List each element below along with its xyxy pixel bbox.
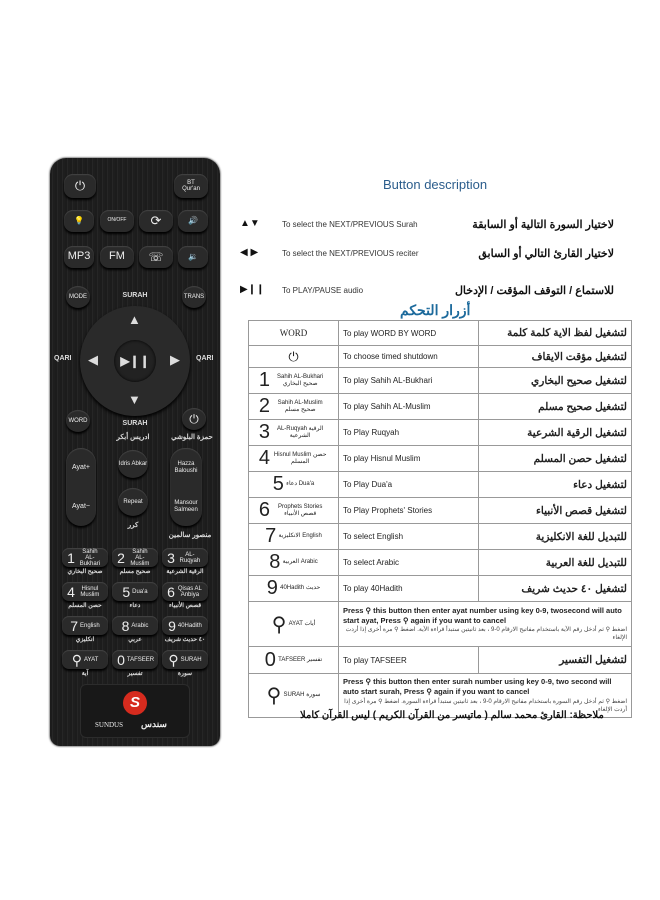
key-9-button[interactable] xyxy=(62,650,108,669)
key-arabic-label: صحيح مسلم xyxy=(119,569,151,575)
key-label: WORD xyxy=(279,328,308,338)
key-number: 6 xyxy=(258,499,270,521)
description-en: To play Sahih AL-Muslim xyxy=(339,394,479,420)
key-1-button[interactable] xyxy=(112,548,158,567)
surah-nav-description xyxy=(240,218,640,234)
key-number: 9 xyxy=(168,617,176,634)
left-arrow-button[interactable]: ◀ xyxy=(88,352,98,367)
table-row xyxy=(249,321,632,346)
description-ar: لتشغيل التفسير xyxy=(479,647,632,674)
key-label: Hisnul Muslim حصن المسلم xyxy=(273,451,327,465)
brand-name: SUNDUS xyxy=(95,721,124,729)
table-row xyxy=(249,446,632,472)
hazza-arabic-label: حمزة البلوشي xyxy=(171,434,213,441)
reciter-nav-description xyxy=(240,247,640,263)
surah-label-top: SURAH xyxy=(122,292,148,299)
key-number: 2 xyxy=(117,549,125,566)
key-number: 3 xyxy=(258,421,270,443)
key-number: 3 xyxy=(167,549,175,566)
description-en: To Play Prophets' Stories xyxy=(339,498,479,524)
key-number: 8 xyxy=(121,617,130,634)
key-label: دعاء Dua'a xyxy=(286,481,315,488)
play-pause-button[interactable]: ▶❙❙ xyxy=(114,340,156,382)
key-arabic-label: عربي xyxy=(128,637,142,643)
idris-abkar-button[interactable]: Idris Abkar xyxy=(118,450,148,478)
key-label: Sahih AL-Bukhari صحيح البخاري xyxy=(276,373,324,387)
table-row xyxy=(249,602,632,647)
key-label: 40Hadith xyxy=(177,622,202,629)
description-ar: لتشغيل دعاء xyxy=(479,472,632,498)
description-ar: للتبديل للغة الانكليزية xyxy=(479,524,632,550)
ayat-rocker[interactable] xyxy=(66,448,96,526)
description-ar: لتشغيل ٤٠ حديث شريف xyxy=(479,576,632,602)
key-label: TAFSEER تفسير xyxy=(278,656,323,663)
volume-down-icon: 🔉 xyxy=(188,251,198,261)
table-row xyxy=(249,472,632,498)
description-ar: اضغط ⚲ ثم أدخل رقم الآية باستخدام مفاتيح الارقام 0-9 ، بعد ثانيتين ستبدأ قراءة الآية. اضغط ⚲ مرة أخرى إذا أردت الإلغاء xyxy=(345,627,627,642)
key-label: 40Hadith حديث xyxy=(280,585,321,592)
onoff-button[interactable]: ON/OFF xyxy=(100,210,134,232)
qari-label-right: QARI xyxy=(196,355,214,362)
key-number: 7 xyxy=(70,617,79,634)
trans-button[interactable]: TRANS xyxy=(182,286,206,308)
key-label: Sahih AL-Muslim xyxy=(130,548,150,567)
key-label: SURAH سورة xyxy=(283,692,321,699)
key-number: 4 xyxy=(258,447,270,469)
table-row xyxy=(249,576,632,602)
key-arabic-label: الرقية الشرعية xyxy=(166,569,204,575)
key-label: AYAT أيات xyxy=(288,620,316,627)
table-row xyxy=(249,550,632,576)
key-label: ⏻ xyxy=(288,348,299,364)
key-number: ⚲ xyxy=(266,685,282,707)
bt-quran-button[interactable]: BT Qur'an xyxy=(174,174,208,198)
key-8-button[interactable] xyxy=(162,616,208,635)
key-label: Dua'a xyxy=(132,588,148,595)
button-table xyxy=(248,320,632,718)
key-arabic-label: سورة xyxy=(177,671,193,677)
key-number: ⚲ xyxy=(71,651,82,668)
description-ar: لتشغيل قصص الأنبياء xyxy=(479,498,632,524)
note: ملاحظة: القارئ محمد سالم ( ماتيسر من القرآن الكريم ) ليس القرآن كاملا xyxy=(300,710,604,721)
key-arabic-label: تفسير xyxy=(127,671,143,677)
key-number: 0 xyxy=(264,648,276,671)
ayat-plus-button[interactable]: Ayat+ xyxy=(72,463,90,471)
volume-up-icon: 🔊 xyxy=(188,215,198,225)
up-arrow-button[interactable]: ▲ xyxy=(128,312,141,327)
description-en: To PLAY/PAUSE audio xyxy=(282,286,364,295)
key-4-button[interactable] xyxy=(112,582,158,601)
description-en: To choose timed shutdown xyxy=(339,346,479,368)
description-ar: لتشغيل حصن المسلم xyxy=(479,446,632,472)
up-down-arrows-icon: ▲▼ xyxy=(240,218,260,229)
table-row xyxy=(249,394,632,420)
description-ar: للتبديل للغة العربية xyxy=(479,550,632,576)
word-button[interactable]: WORD xyxy=(66,410,90,432)
key-label: Hisnul Muslim xyxy=(80,585,100,598)
controls-heading: أزرار التحكم xyxy=(400,302,471,318)
mp3-button[interactable]: MP3 xyxy=(64,246,94,268)
key-number: 7 xyxy=(265,525,277,547)
key-arabic-label: انكليزي xyxy=(75,637,95,643)
idris-arabic-label: ادريس أبكر xyxy=(116,434,150,441)
key-number: ⚲ xyxy=(271,613,287,636)
key-arabic-label: قصص الأنبياء xyxy=(168,603,202,609)
mansour-arabic-label: منصور سالمين xyxy=(168,532,212,539)
key-label: Prophets Stories قصص الأنبياء xyxy=(277,503,323,517)
mode-button[interactable]: MODE xyxy=(66,286,90,308)
ayat-minus-button[interactable]: Ayat− xyxy=(72,502,90,510)
reciter-rocker[interactable] xyxy=(170,448,202,526)
key-arabic-label: ٤٠ حديث شريف xyxy=(164,637,206,643)
mansour-salmeen-button[interactable]: Mansour Salmeen xyxy=(174,500,198,513)
key-number: 1 xyxy=(67,549,75,566)
power-icon: ⏻ xyxy=(189,411,199,426)
key-10-button[interactable] xyxy=(112,650,158,669)
description-en: To Play Ruqyah xyxy=(339,420,479,446)
key-arabic-label: حصن المسلم xyxy=(68,603,102,609)
key-label: Qisas AL Anbiya xyxy=(177,585,202,598)
description-en: To select the NEXT/PREVIOUS reciter xyxy=(282,249,419,258)
key-5-button[interactable] xyxy=(162,582,208,601)
key-number: 5 xyxy=(272,473,284,495)
key-number: 5 xyxy=(122,583,131,600)
description-en: To play TAFSEER xyxy=(339,647,479,674)
description-en: To select Arabic xyxy=(339,550,479,576)
key-6-button[interactable] xyxy=(62,616,108,635)
phone-button[interactable] xyxy=(139,246,173,268)
key-number: 1 xyxy=(258,369,270,391)
table-row xyxy=(249,420,632,446)
navigation-pad xyxy=(80,306,190,416)
key-number: 2 xyxy=(258,395,270,417)
remote-control xyxy=(50,158,220,746)
light-icon: 💡 xyxy=(74,215,84,225)
light-button[interactable] xyxy=(64,210,94,232)
description-ar: للاستماع / التوقف المؤقت / الإدخال xyxy=(454,285,614,297)
description-en: To play WORD BY WORD xyxy=(339,321,479,346)
key-7-button[interactable] xyxy=(112,616,158,635)
table-row xyxy=(249,368,632,394)
key-11-button[interactable] xyxy=(162,650,208,669)
key-number: 0 xyxy=(117,651,125,668)
key-label: AYAT xyxy=(83,656,99,663)
description-ar: لتشغيل صحيح البخاري xyxy=(479,368,632,394)
description-en: To play 40Hadith xyxy=(339,576,479,602)
repeat-arabic-label: كرر xyxy=(127,522,139,529)
description-en: Press ⚲ this button then enter surah number using key 0-9, two second will auto start surah, Press ⚲ again if you want to cancel xyxy=(343,677,612,697)
key-number: ⚲ xyxy=(168,651,179,668)
key-label: Sahih AL-Bukhari xyxy=(79,548,101,567)
fm-button[interactable]: FM xyxy=(100,246,134,268)
description-title: Button description xyxy=(383,177,488,192)
description-en: To select English xyxy=(339,524,479,550)
table-row xyxy=(249,524,632,550)
description-ar: لتشغيل الرقية الشرعية xyxy=(479,420,632,446)
description-ar: لاختيار السورة التالية أو السابقة xyxy=(472,219,614,231)
key-arabic-label: صحيح البخاري xyxy=(67,569,103,575)
volume-up-button[interactable] xyxy=(178,210,208,232)
key-number: 9 xyxy=(266,577,278,599)
description-ar: لاختيار القارئ التالي أو السابق xyxy=(478,248,614,260)
brand-name-arabic: سندس xyxy=(141,719,167,729)
sundus-logo-icon: S xyxy=(123,691,147,715)
key-label: Arabic xyxy=(131,622,149,629)
down-arrow-button[interactable]: ▼ xyxy=(128,392,141,407)
volume-down-button[interactable] xyxy=(178,246,208,268)
brand-panel xyxy=(80,684,190,738)
key-3-button[interactable] xyxy=(62,582,108,601)
description-en: To play Hisnul Muslim xyxy=(339,446,479,472)
description-ar: لتشغيل صحيح مسلم xyxy=(479,394,632,420)
repeat-button[interactable]: Repeat xyxy=(118,488,148,516)
key-number: 8 xyxy=(269,551,281,573)
left-right-arrows-icon: ◀ ▶ xyxy=(240,247,259,258)
key-label: TAFSEER xyxy=(126,656,155,663)
table-row xyxy=(249,647,632,674)
description-en: To select the NEXT/PREVIOUS Surah xyxy=(282,220,418,229)
table-row xyxy=(249,498,632,524)
key-label: English xyxy=(80,622,100,629)
description-ar: اضغط ⚲ ثم أدخل رقم السورة باستخدام مفاتيح الارقام 0-9 ، بعد ثانيتين ستبدأ قراءة السورة. اضغط ⚲ مرة أخرى إذا أردت الإلغاء xyxy=(344,698,627,713)
timer-power-button[interactable] xyxy=(182,408,206,430)
key-number: 4 xyxy=(67,583,75,600)
play-pause-description xyxy=(240,284,640,300)
key-arabic-label: دعاء xyxy=(129,603,141,609)
description-ar: لتشغيل لفظ الاية كلمة كلمة xyxy=(479,321,632,346)
key-label: AL-Ruqyah الرقية الشرعية xyxy=(276,425,324,439)
key-label: Sahih AL-Muslim صحيح مسلم xyxy=(277,399,323,413)
repeat-icon: ⟳ xyxy=(150,213,162,229)
description-ar: لتشغيل مؤقت الايقاف xyxy=(479,346,632,368)
key-label: الانكليزية English xyxy=(278,533,322,540)
key-label: AL-Ruqyah xyxy=(179,551,201,564)
description-en: Press ⚲ this button then enter ayat number using key 0-9, twosecond will auto start ayat, Press ⚲ again if you want to cancel xyxy=(343,605,622,625)
key-label: العربية Arabic xyxy=(282,559,318,566)
key-number: 6 xyxy=(167,583,175,600)
phone-icon: ☏ xyxy=(148,249,164,264)
key-2-button[interactable] xyxy=(162,548,208,567)
description-en: To Play Dua'a xyxy=(339,472,479,498)
key-label: SURAH xyxy=(180,656,202,663)
description-en: To play Sahih AL-Bukhari xyxy=(339,368,479,394)
key-arabic-label: آية xyxy=(81,671,89,677)
hazza-baloushi-button[interactable]: Hazza Baloushi xyxy=(174,461,198,474)
surah-label-bottom: SURAH xyxy=(122,420,148,427)
repeat-mode-button[interactable] xyxy=(139,210,173,232)
play-pause-icon: ▶❙❙ xyxy=(240,284,265,295)
table-row xyxy=(249,346,632,368)
qari-label-left: QARI xyxy=(54,355,72,362)
power-button[interactable]: ⏻ xyxy=(64,174,96,198)
key-0-button[interactable] xyxy=(62,548,108,567)
right-arrow-button[interactable]: ▶ xyxy=(170,352,180,367)
